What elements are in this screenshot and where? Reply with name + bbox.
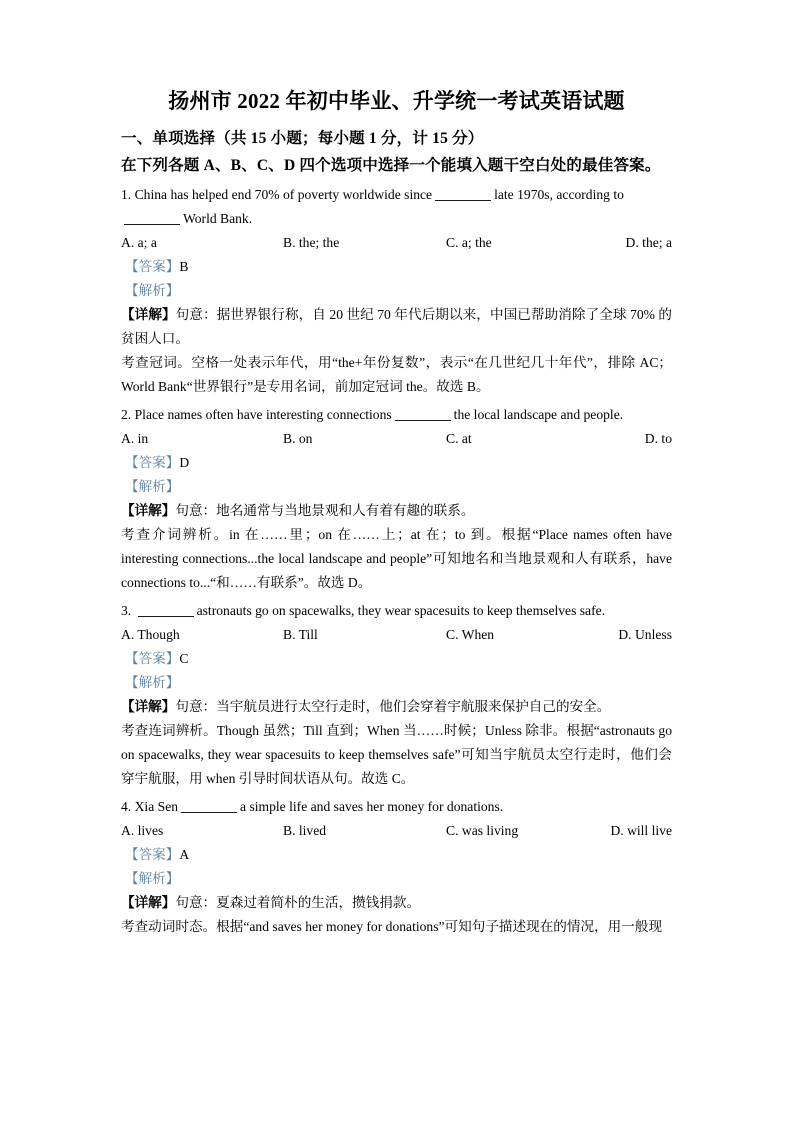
option-text: at [461, 431, 472, 446]
option-key: A. [121, 235, 135, 250]
answer-label: 【答案】 [125, 651, 180, 666]
option-key: C. [446, 823, 459, 838]
option-key: C. [446, 235, 459, 250]
option-text: on [298, 431, 313, 446]
stem-text-part1: Place names often have interesting connections [134, 407, 392, 422]
option-text: a; the [461, 235, 492, 250]
stem-text-part2: late 1970s, according to [494, 187, 624, 202]
option-row [121, 623, 672, 647]
analysis-label: 【解析】 [125, 283, 180, 298]
option-b[interactable] [283, 231, 339, 255]
answer-line [121, 647, 672, 671]
option-text: the; a [642, 235, 672, 250]
analysis-label: 【解析】 [125, 871, 180, 886]
answer-line [121, 255, 672, 279]
option-key: A. [121, 431, 135, 446]
analysis-label: 【解析】 [125, 479, 180, 494]
stem-text-part2: astronauts go on spacewalks, they wear spacesuits to keep themselves safe. [196, 603, 606, 618]
option-text: lives [137, 823, 164, 838]
option-text: Till [298, 627, 318, 642]
answer-value: B [179, 259, 189, 274]
option-a[interactable] [121, 231, 157, 255]
detail-label: 【详解】 [121, 699, 176, 714]
option-row [121, 427, 672, 451]
option-text: When [461, 627, 495, 642]
option-c[interactable] [446, 819, 518, 843]
stem-text-part1: Xia Sen [134, 799, 179, 814]
option-key: C. [446, 627, 459, 642]
option-text: Though [137, 627, 180, 642]
analysis-text-4: 考查动词时态。根据“and saves her money for donations”可知句子描述现在的情况，用一般现 [121, 919, 663, 934]
question-number: 4. [121, 799, 132, 814]
answer-value: C [179, 651, 189, 666]
stem-text-part2: a simple life and saves her money for donations. [240, 799, 504, 814]
question-block-2 [121, 403, 672, 595]
option-a[interactable] [121, 623, 180, 647]
page-title: 扬州市 2022 年初中毕业、升学统一考试英语试题 [168, 89, 625, 113]
analysis-line [121, 867, 672, 891]
answer-blank [124, 224, 180, 225]
answer-blank [138, 616, 194, 617]
detail-text: 句意：当宇航员进行太空行走时，他们会穿着宇航服来保护自己的安全。 [175, 699, 611, 714]
option-key: D. [625, 235, 639, 250]
analysis-line [121, 475, 672, 499]
option-d[interactable] [618, 623, 672, 647]
question-stem-3 [121, 599, 672, 623]
option-text: a; a [137, 235, 157, 250]
question-number: 2. [121, 407, 132, 422]
option-key: A. [121, 627, 135, 642]
answer-line [121, 451, 672, 475]
option-key: B. [283, 627, 296, 642]
option-text: was living [461, 823, 519, 838]
detail-sentence-2 [121, 499, 672, 523]
question-block-1 [121, 183, 672, 399]
detail-label: 【详解】 [121, 307, 176, 322]
detail-text: 句意：夏森过着简朴的生活，攒钱捐款。 [175, 895, 421, 910]
document-content [121, 86, 672, 939]
option-text: will live [627, 823, 672, 838]
detail-text: 句意：地名通常与当地景观和人有着有趣的联系。 [175, 503, 475, 518]
question-stem-2 [121, 403, 672, 427]
option-text: in [137, 431, 149, 446]
option-d[interactable] [626, 231, 672, 255]
detail-sentence-1 [121, 303, 672, 351]
question-block-3 [121, 599, 672, 791]
option-b[interactable] [283, 819, 326, 843]
option-c[interactable] [446, 623, 494, 647]
detail-sentence-3 [121, 695, 672, 719]
option-a[interactable] [121, 427, 148, 451]
option-c[interactable] [446, 231, 492, 255]
option-key: A. [121, 823, 135, 838]
analysis-text-2: 考查介词辨析。in 在……里；on 在……上；at 在；to 到。根据“Place names often have interesting connections...the local landscape and people”可知地名和当地景观和人有联系，have connections to...“和……有联系”。故选 D。 [121, 527, 672, 590]
option-d[interactable] [610, 819, 672, 843]
analysis-label: 【解析】 [125, 675, 180, 690]
answer-label: 【答案】 [125, 455, 180, 470]
question-stem-4 [121, 795, 672, 819]
answer-blank [395, 420, 451, 421]
question-number: 1. [121, 187, 132, 202]
option-row [121, 819, 672, 843]
option-key: D. [618, 627, 632, 642]
detail-sentence-4 [121, 891, 672, 915]
option-b[interactable] [283, 427, 312, 451]
answer-blank [435, 200, 491, 201]
analysis-line [121, 671, 672, 695]
option-key: B. [283, 431, 296, 446]
answer-label: 【答案】 [125, 847, 180, 862]
option-text: Unless [634, 627, 672, 642]
analysis-text-1: 考查冠词。空格一处表示年代，用“the+年份复数”，表示“在几世纪几十年代”，排除 AC；World Bank“世界银行”是专用名词，前加定冠词 the。故选 B。 [121, 355, 672, 394]
detail-label: 【详解】 [121, 895, 176, 910]
option-row [121, 231, 672, 255]
question-block-4 [121, 795, 672, 939]
option-key: B. [283, 235, 296, 250]
detail-label: 【详解】 [121, 503, 176, 518]
option-text: the; the [298, 235, 340, 250]
option-c[interactable] [446, 427, 472, 451]
option-d[interactable] [645, 427, 672, 451]
stem-text-part3: World Bank. [183, 211, 253, 226]
answer-line [121, 843, 672, 867]
option-b[interactable] [283, 623, 318, 647]
option-key: D. [610, 823, 624, 838]
question-number: 3. [121, 603, 132, 618]
section-instruction: 在下列各题 A、B、C、D 四个选项中选择一个能填入题干空白处的最佳答案。 [121, 157, 661, 174]
option-text: lived [298, 823, 327, 838]
option-a[interactable] [121, 819, 163, 843]
answer-label: 【答案】 [125, 259, 180, 274]
stem-text-part1: China has helped end 70% of poverty worldwide since [134, 187, 433, 202]
option-key: B. [283, 823, 296, 838]
answer-value: D [179, 455, 190, 470]
answer-value: A [179, 847, 190, 862]
stem-text-part2: the local landscape and people. [453, 407, 624, 422]
option-text: to [661, 431, 672, 446]
section-heading: 一、单项选择（共 15 小题；每小题 1 分，计 15 分） [121, 130, 484, 147]
analysis-line [121, 279, 672, 303]
option-key: C. [446, 431, 459, 446]
option-key: D. [644, 431, 659, 446]
detail-text: 句意：据世界银行称，自 20 世纪 70 年代后期以来，中国已帮助消除了全球 70% 的贫困人口。 [121, 307, 673, 346]
answer-blank [181, 812, 237, 813]
question-stem-1 [121, 183, 672, 231]
analysis-text-3: 考查连词辨析。Though 虽然；Till 直到；When 当……时候；Unless 除非。根据“astronauts go on spacewalks, they wear spacesuits to keep themselves safe”可知当宇航员太空行走时，他们会穿宇航服，用 when 引导时间状语从句。故选 C。 [121, 723, 672, 786]
